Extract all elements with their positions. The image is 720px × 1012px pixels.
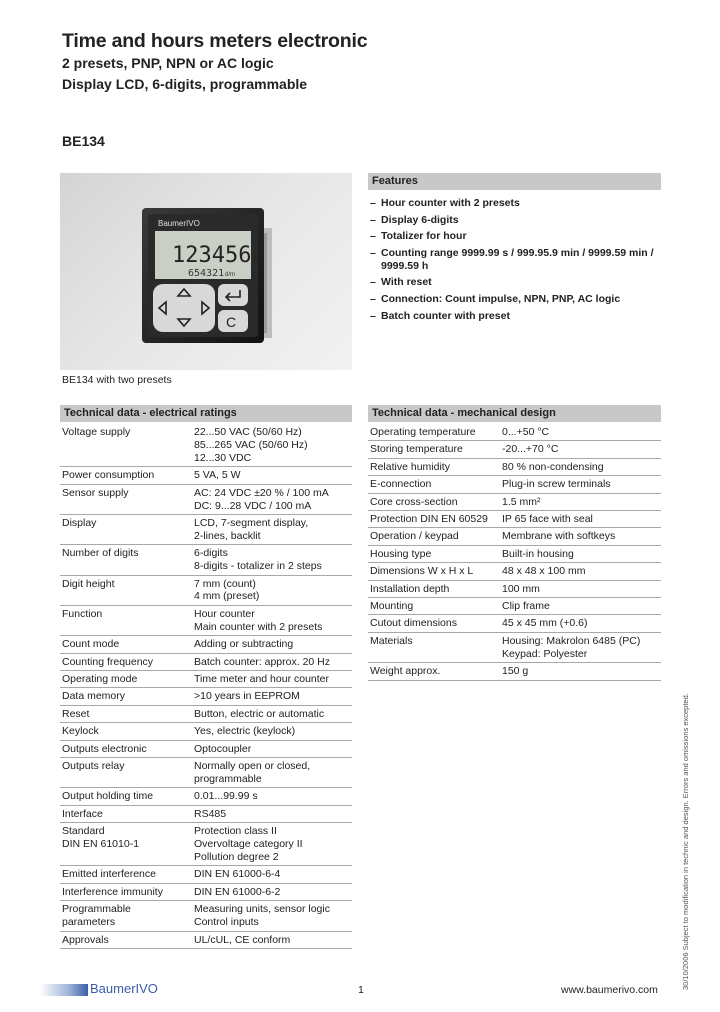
row-label: Installation depth <box>370 582 450 595</box>
table-row <box>60 932 352 949</box>
row-label: Outputs electronic <box>62 742 147 755</box>
table-row <box>60 424 352 467</box>
photo-caption: BE134 with two presets <box>62 374 172 386</box>
row-label: Mounting <box>370 600 414 613</box>
footer-gradient-bar <box>40 984 88 996</box>
table-row <box>368 424 661 441</box>
row-value: 150 g <box>502 665 529 678</box>
row-label: Output holding time <box>62 790 154 803</box>
table-row <box>60 688 352 705</box>
feature-item: – Hour counter with 2 presets <box>370 197 662 210</box>
row-value: Time meter and hour counter <box>194 673 330 685</box>
row-label: Power consumption <box>62 469 155 482</box>
row-label: Programmable parameters <box>62 903 131 929</box>
model-number: BE134 <box>62 133 105 149</box>
feature-item: – Display 6-digits <box>370 214 662 227</box>
row-label: Standard DIN EN 61010-1 <box>62 825 140 851</box>
row-label: Keylock <box>62 725 99 738</box>
row-label: Operating temperature <box>370 426 476 438</box>
table-row <box>368 546 661 563</box>
row-value: Plug-in screw terminals <box>502 478 611 491</box>
row-label: Cutout dimensions <box>370 617 457 630</box>
row-label: Function <box>62 607 103 620</box>
row-label: Weight approx. <box>370 665 441 678</box>
table-row <box>60 788 352 805</box>
table-row <box>368 528 661 545</box>
electrical-header: Technical data - electrical ratings <box>60 405 352 422</box>
page-number: 1 <box>358 984 364 996</box>
table-row <box>368 663 661 680</box>
row-value: 48 x 48 x 100 mm <box>502 565 586 578</box>
row-label: Data memory <box>62 690 126 703</box>
feature-item: – Counting range 9999.99 s / 999.95.9 min / 9999.59 min / 9999.59 h <box>370 247 662 272</box>
row-label: Sensor supply <box>62 486 129 499</box>
row-value: >10 years in EEPROM <box>194 690 300 703</box>
table-row <box>60 485 352 515</box>
row-value: 0...+50 °C <box>502 426 550 438</box>
row-label: Number of digits <box>62 547 139 560</box>
row-value: Button, electric or automatic <box>194 707 325 720</box>
row-label: Count mode <box>62 638 120 651</box>
table-row <box>60 706 352 723</box>
row-value: Built-in housing <box>502 547 574 560</box>
row-value: 0.01...99.99 s <box>194 790 258 803</box>
row-value: Protection class II Overvoltage category II Pollution degree 2 <box>194 825 303 863</box>
row-value: Membrane with softkeys <box>502 530 616 543</box>
row-label: Interference immunity <box>62 885 163 898</box>
table-row <box>60 671 352 688</box>
table-row <box>60 901 352 931</box>
row-value: AC: 24 VDC ±20 % / 100 mA DC: 9...28 VDC / 100 mA <box>194 486 329 512</box>
row-value: 5 VA, 5 W <box>194 469 241 482</box>
table-row <box>368 633 661 663</box>
table-row <box>60 545 352 575</box>
row-value: 7 mm (count) 4 mm (preset) <box>194 577 260 603</box>
page-title: Time and hours meters electronic <box>62 30 368 52</box>
row-label: Counting frequency <box>62 655 154 668</box>
table-row <box>60 806 352 823</box>
table-row <box>368 615 661 632</box>
footer-url[interactable]: www.baumerivo.com <box>561 984 658 996</box>
row-value: Hour counter Main counter with 2 presets <box>194 607 323 633</box>
row-label: Materials <box>370 634 413 647</box>
row-label: Core cross-section <box>370 495 458 508</box>
row-value: 45 x 45 mm (+0.6) <box>502 617 588 630</box>
row-label: Storing temperature <box>370 443 463 456</box>
row-value: Optocoupler <box>194 742 252 755</box>
row-value: 80 % non-condensing <box>502 460 604 473</box>
feature-item: – Batch counter with preset <box>370 310 662 323</box>
table-row <box>60 467 352 484</box>
table-row <box>368 441 661 458</box>
table-row <box>368 511 661 528</box>
row-label: Relative humidity <box>370 460 450 473</box>
mechanical-table <box>368 424 661 681</box>
row-value: UL/cUL, CE conform <box>194 933 291 946</box>
row-label: Voltage supply <box>62 426 131 438</box>
table-row <box>60 636 352 653</box>
electrical-table <box>60 424 352 949</box>
row-value: DIN EN 61000-6-4 <box>194 868 281 881</box>
row-label: Display <box>62 516 97 529</box>
product-photo <box>60 173 352 370</box>
row-value: Clip frame <box>502 600 550 613</box>
subtitle-logic: 2 presets, PNP, NPN or AC logic <box>62 55 274 71</box>
row-value: 6-digits 8-digits - totalizer in 2 steps <box>194 547 322 573</box>
row-label: Housing type <box>370 547 432 560</box>
table-row <box>60 823 352 866</box>
row-label: E-connection <box>370 478 432 491</box>
row-value: Measuring units, sensor logic Control inputs <box>194 903 330 929</box>
features-list <box>370 197 662 326</box>
table-row <box>368 494 661 511</box>
row-value: RS485 <box>194 807 227 820</box>
row-label: Approvals <box>62 933 109 946</box>
table-row <box>60 866 352 883</box>
table-row <box>60 515 352 545</box>
clear-key-label: C <box>226 314 237 330</box>
row-label: Reset <box>62 707 90 720</box>
row-label: Operating mode <box>62 673 138 685</box>
table-row <box>60 723 352 740</box>
side-disclaimer: 30/10/2006 Subject to modification in technic and design. Errors and omissions excepted. <box>681 693 690 990</box>
table-row <box>60 654 352 671</box>
row-value: 22...50 VAC (50/60 Hz) 85...265 VAC (50/60 Hz) 12...30 VDC <box>194 426 308 464</box>
lcd-unit: d/m <box>225 272 236 278</box>
lcd-sub-digits: 654321 <box>188 268 225 279</box>
lcd-main-digits: 123456 <box>172 243 252 268</box>
table-row <box>368 598 661 615</box>
mechanical-header: Technical data - mechanical design <box>368 405 661 422</box>
row-value: Normally open or closed, programmable <box>194 760 311 785</box>
table-row <box>368 563 661 580</box>
feature-item: – With reset <box>370 276 662 289</box>
row-label: Interface <box>62 807 103 820</box>
row-value: 100 mm <box>502 582 540 595</box>
table-row <box>60 758 352 788</box>
row-value: DIN EN 61000-6-2 <box>194 885 281 898</box>
row-label: Dimensions W x H x L <box>370 565 474 578</box>
table-row <box>60 884 352 901</box>
feature-item: – Connection: Count impulse, NPN, PNP, AC logic <box>370 293 662 306</box>
device-brand-label: BaumerIVO <box>158 219 200 228</box>
table-row <box>368 476 661 493</box>
table-row <box>368 581 661 598</box>
row-value: Batch counter: approx. 20 Hz <box>194 655 330 668</box>
row-label: Digit height <box>62 577 115 590</box>
row-value: IP 65 face with seal <box>502 513 593 526</box>
row-label: Emitted interference <box>62 868 156 881</box>
row-value: -20...+70 °C <box>502 443 559 456</box>
footer-logo: BaumerIVO <box>90 981 158 996</box>
table-row <box>60 606 352 636</box>
row-value: Housing: Makrolon 6485 (PC) Keypad: Polyester <box>502 634 641 660</box>
features-header: Features <box>368 173 661 190</box>
row-label: Protection DIN EN 60529 <box>370 513 488 526</box>
table-row <box>60 741 352 758</box>
row-value: LCD, 7-segment display, 2-lines, backlit <box>194 516 309 542</box>
feature-item: – Totalizer for hour <box>370 230 662 243</box>
row-label: Outputs relay <box>62 760 125 773</box>
table-row <box>368 459 661 476</box>
row-value: Adding or subtracting <box>194 638 294 651</box>
table-row <box>60 576 352 606</box>
row-label: Operation / keypad <box>370 530 459 543</box>
row-value: 1.5 mm² <box>502 495 541 508</box>
row-value: Yes, electric (keylock) <box>194 725 296 738</box>
subtitle-display: Display LCD, 6-digits, programmable <box>62 76 308 92</box>
enter-key <box>218 284 248 306</box>
